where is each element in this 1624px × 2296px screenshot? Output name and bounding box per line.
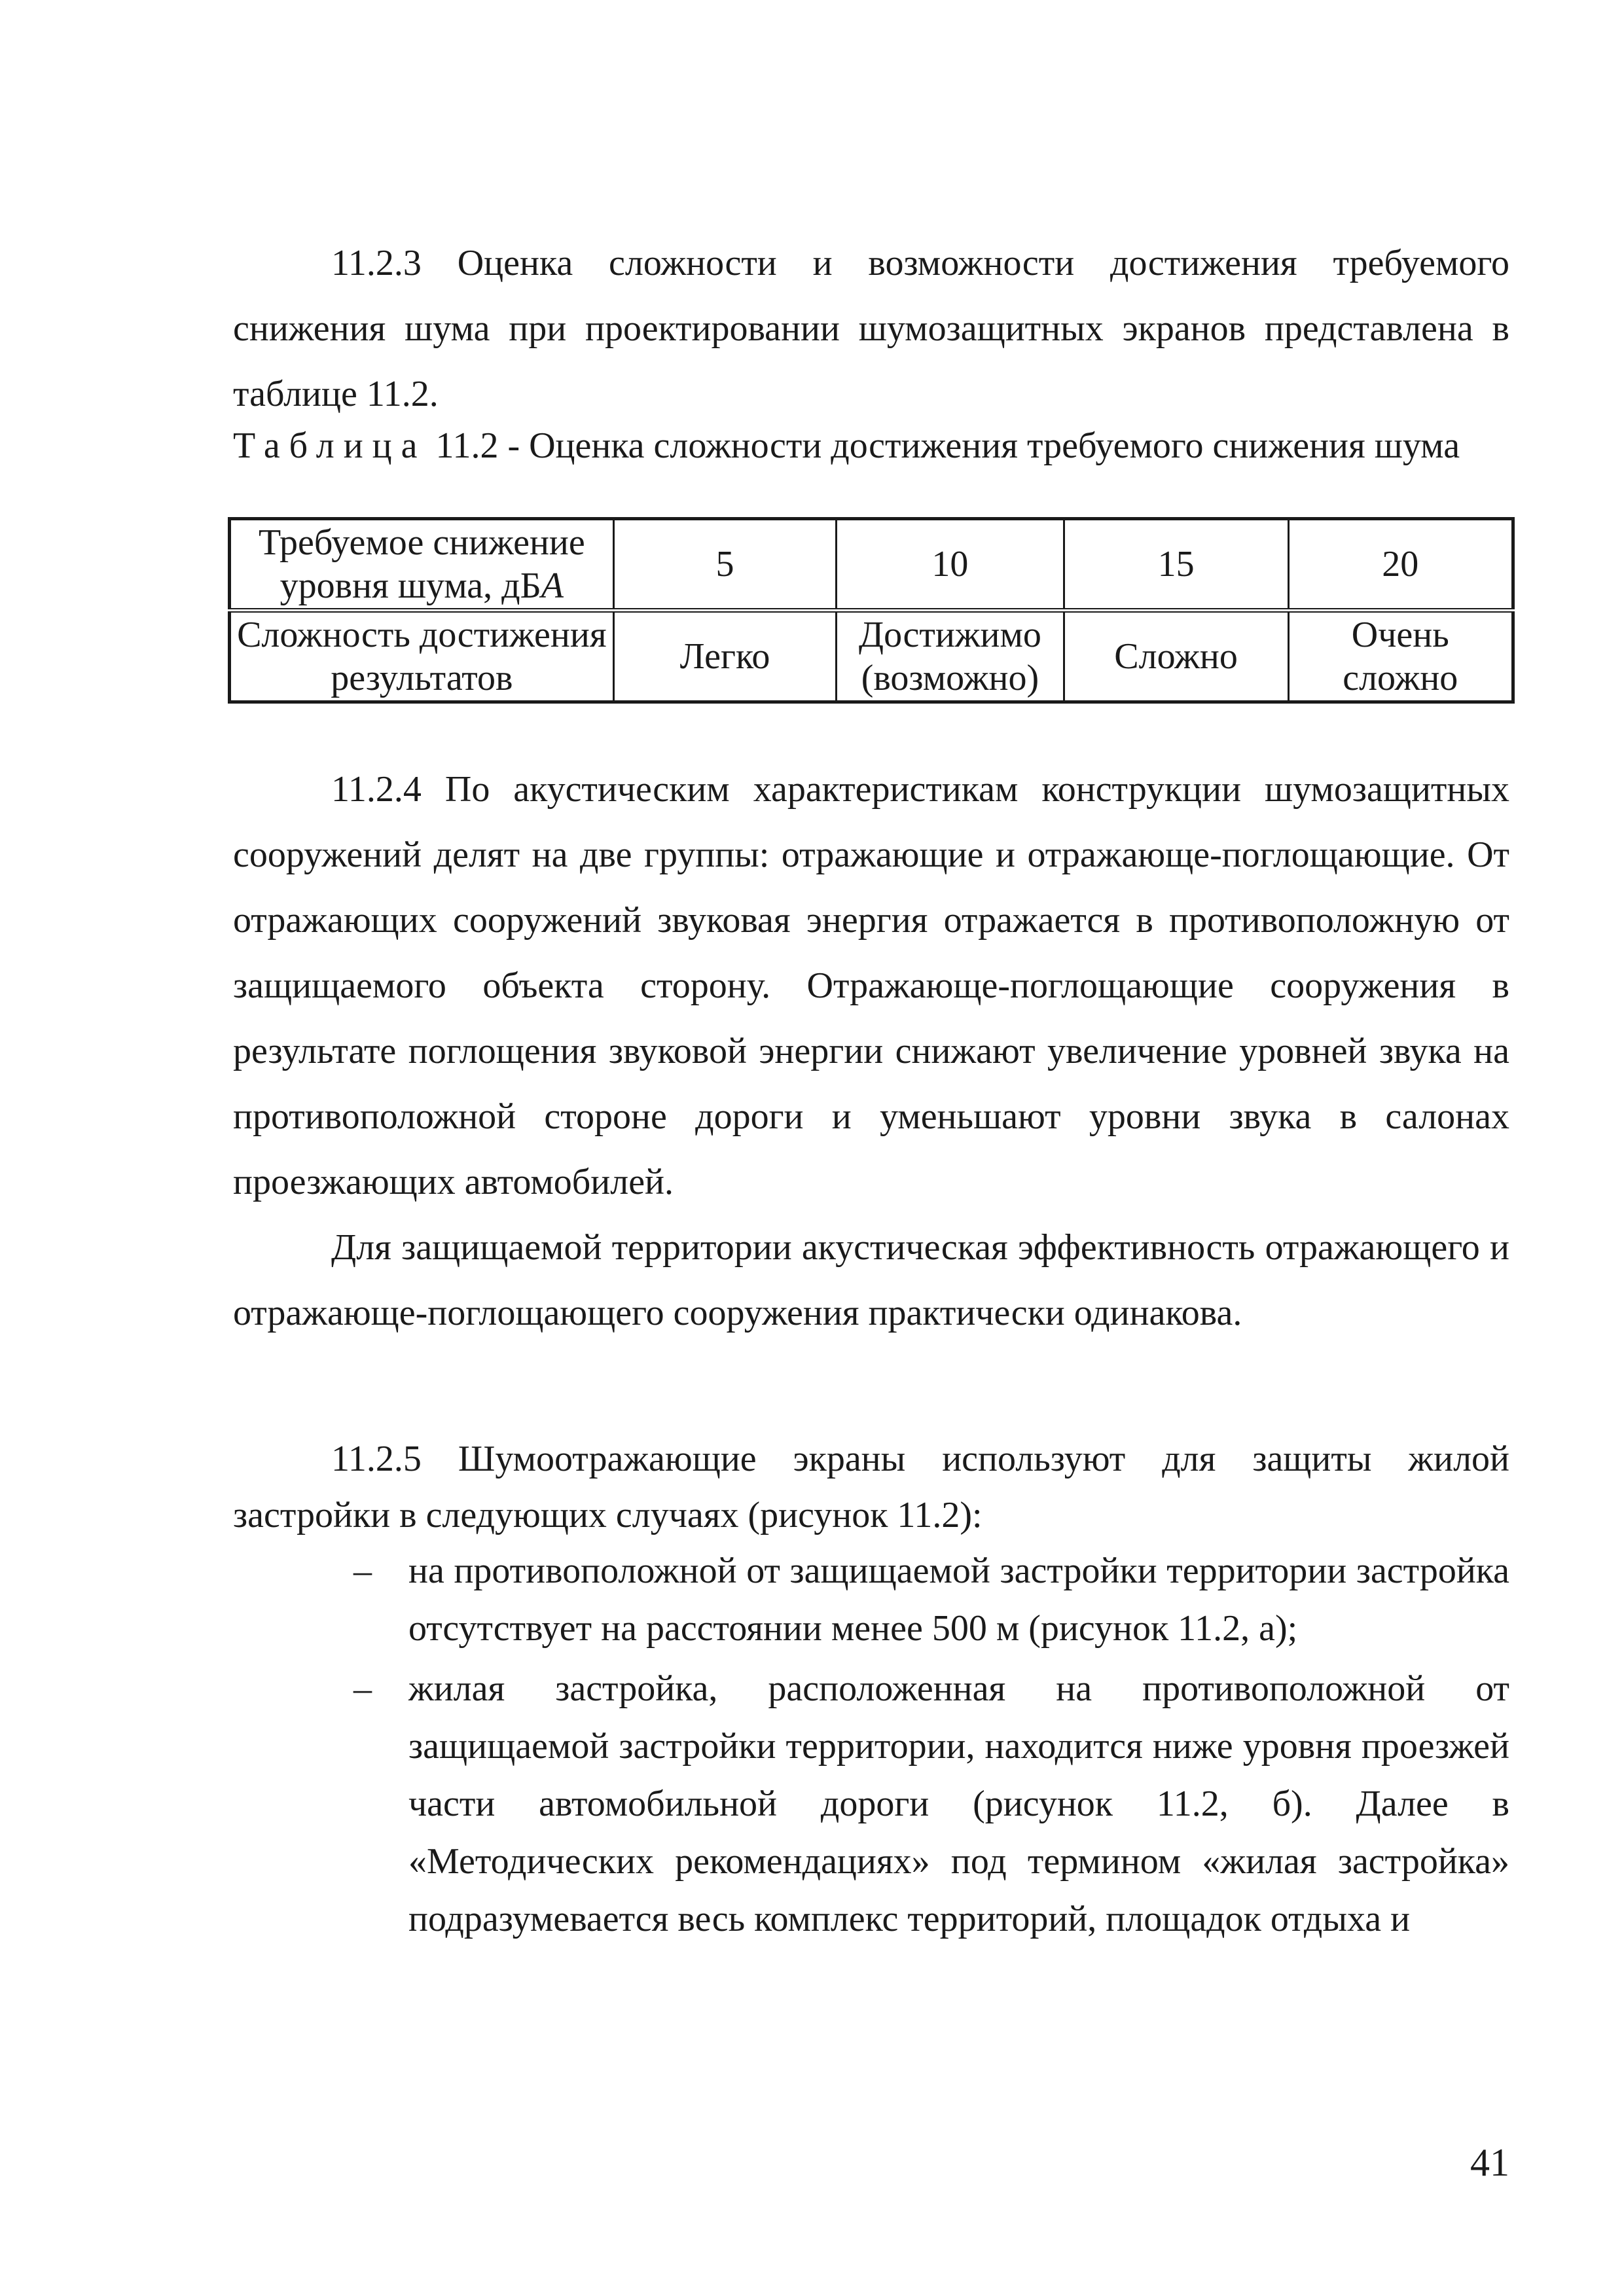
table-caption xyxy=(233,423,1509,469)
table-cell: Легко xyxy=(613,611,837,702)
table-caption-label: Таблица xyxy=(233,425,427,466)
table-cell: 10 xyxy=(837,519,1064,611)
table-cell: Сложно xyxy=(1064,611,1288,702)
paragraph-11-2-4: 11.2.4 По акустическим характеристикам конструкции шумозащитных сооружений делят на две группы: отражающие и отражающе-поглощающие. От отражающих сооружений звуковая энергия отражается в противоположную от защищаемого объекта сторону. Отражающе-поглощающие сооружения в результате поглощения звуковой энергии снижают увеличение уровней звука на противоположной стороне дороги и уменьшают уровни звука в салонах проезжающих автомобилей. xyxy=(233,769,1509,1202)
list-item: – на противоположной от защищаемой застройки территории застройка отсутствует на расстоянии менее 500 м (рисунок 11.2, а); xyxy=(233,1542,1509,1657)
table-caption-title: 11.2 - Оценка сложности достижения требуемого снижения шума xyxy=(426,425,1460,466)
table-cell: 15 xyxy=(1064,519,1288,611)
paragraph-11-2-5: 11.2.5 Шумоотражающие экраны используют для защиты жилой застройки в следующих случаях (рисунок 11.2): xyxy=(233,1439,1509,1535)
noise-reduction-table xyxy=(228,517,1515,704)
list-dash: – xyxy=(353,1668,372,1709)
cases-list xyxy=(233,1542,1509,1948)
table-cell: 5 xyxy=(613,519,837,611)
table-cell: 20 xyxy=(1288,519,1513,611)
page-number: 41 xyxy=(1470,2141,1509,2184)
row-header-difficulty: Сложность достижения результатов xyxy=(230,611,614,702)
table-row xyxy=(230,519,1513,611)
unit-letter: А xyxy=(541,565,564,606)
paragraph-11-2-3: 11.2.3 Оценка сложности и возможности достижения требуемого снижения шума при проектировании шумозащитных экранов представлена в таблице 11.2. xyxy=(233,243,1509,414)
list-item: – жилая застройка, расположенная на противоположной от защищаемой застройки территории, находится ниже уровня проезжей части автомобильной дороги (рисунок 11.2, б). Далее в «Методических рекомендациях» под термином «жилая застройка» подразумевается весь комплекс территорий, площадок отдыха и xyxy=(233,1660,1509,1948)
paragraph-acoustic-efficiency: Для защищаемой территории акустическая эффективность отражающего и отражающе-поглощающего сооружения практически одинакова. xyxy=(233,1227,1509,1333)
row-header-required-reduction: Требуемое снижение уровня шума, дБА xyxy=(230,519,614,611)
table-row xyxy=(230,611,1513,702)
list-dash: – xyxy=(353,1551,372,1591)
table-cell: Достижимо (возможно) xyxy=(837,611,1064,702)
table-cell: Очень сложно xyxy=(1288,611,1513,702)
